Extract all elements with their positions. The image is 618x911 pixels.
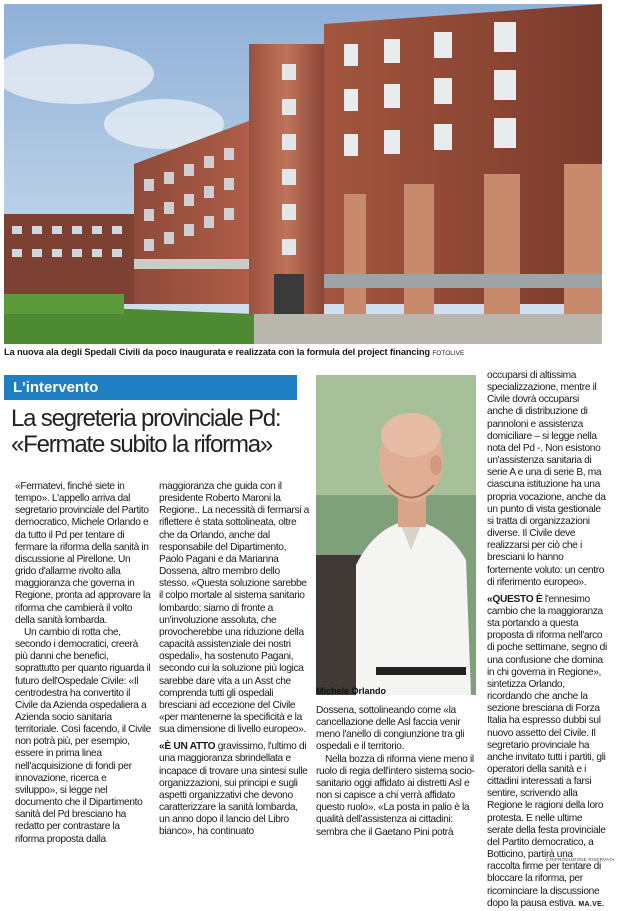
paragraph-lead: «QUESTO È bbox=[487, 593, 543, 605]
section-kicker: L'intervento bbox=[4, 375, 297, 400]
author-signature: MA.VE. bbox=[578, 900, 605, 908]
paragraph-lead: «È UN ATTO bbox=[159, 741, 216, 753]
caption-text: La nuova ala degli Spedali Civili da poco inaugurata e realizzata con la formula del project financing bbox=[4, 347, 430, 357]
paragraph: «Fermatevi, finché siete in tempo». L'appello arriva dal segretario provinciale del Partito democratico, Michele Orlando e da tutto il Pd per tentare di fermare la riforma della sanità in discussione al Pirellone. Un grido d'allarme rivolto alla maggioranza che governa in Regione, pronta ad approvare la riforma che cambierà il volto della sanità lombarda. bbox=[15, 481, 151, 626]
column-3 bbox=[316, 705, 476, 839]
portrait-caption: Michele Orlando bbox=[316, 686, 387, 696]
paragraph: maggioranza che guida con il presidente Roberto Maroni la Regione.. La necessità di fermarsi a riflettere è stata sottolineata, oltre che da Orlando, anche dal responsabile del Dipartimento, Paolo Pagani e da Marianna Dossena, altro membro dello stesso. «Questa soluzione sarebbe il colpo mortale al sistema sanitario lombardo: siamo di fronte a un'involuzione assoluta, che provocherebbe una riduzione della capacità assistenziale dei nostri ospedali», ha sostenuto Pagani, secondo cui la soluzione più logica sarebbe dare vita a un Asst che comprenda tutti gli ospedali bresciani ad eccezione del Civile «per mantenerne la specificità e la sua dimensione di livello europeo». bbox=[159, 481, 309, 736]
portrait-photo bbox=[316, 375, 476, 695]
column-2 bbox=[159, 481, 309, 839]
photo-credit: FOTOLIVE bbox=[432, 350, 465, 357]
hospital-photo bbox=[4, 4, 602, 344]
column-4 bbox=[487, 370, 607, 911]
paragraph: Dossena, sottolineando come «la cancellazione delle Asl faccia venir meno l'anello di congiunzione tra gli ospedali e il territorio. bbox=[316, 705, 465, 753]
paragraph-body: l'ennesimo cambio che la maggioranza sta portando a questa proposta di riforma nell'arco di poche settimane, segno di una confusione che domina in chi governa in Regione», sintetizza Orlando, ricordando che anche la sezione bresciana di Forza Italia ha espresso dubbi sul nuovo assetto del Civile. Il segretario provinciale ha anche invitato tutti i partiti, gli operatori della sanità e i cittadini interessati a farsi sentire, scrivendo alla Regione le ragioni della loro protesta. E nelle ultime serate della festa provinciale del Partito democratico, a Botticino, partirà una raccolta firme per tentare di bloccare la riforma, per ricominciare la discussione dopo la pausa estiva. bbox=[487, 593, 607, 909]
paragraph: Nella bozza di riforma viene meno il ruolo di regia dell'intero sistema socio-sanitario oggi affidato ai distretti Asl e non si capisce a chi verrà affidato questo ruolo». «La posta in palio è la qualità dell'assistenza ai cittadini: sembra che il Gaetano Pini potrà bbox=[316, 753, 475, 838]
paragraph: Un cambio di rotta che, secondo i democratici, creerà più danni che benefici, soprattutto per quanto riguarda il futuro dell'Ospedale Civile: «Il centrodestra ha convertito il Civile da Azienda ospedaliera a Azienda socio sanitaria territoriale. Così facendo, il Civile non potrà più, per esempio, essere in prima linea nell'acquisizione di fondi per innovazione, ricerca e sviluppo», si legge nel documento che il Dipartimento sanità del Pd bresciano ha redatto per contrastare la riforma proposta dalla bbox=[15, 626, 151, 845]
paragraph bbox=[159, 741, 309, 838]
column-1 bbox=[15, 481, 151, 846]
photo-caption bbox=[4, 347, 604, 357]
article-headline: La segreteria provinciale Pd: «Fermate subito la riforma» bbox=[11, 405, 281, 458]
paragraph: occuparsi di altissima specializzazione, mentre il Civile dovrà occuparsi anche di distribuzione di pannoloni e assistenza domiciliare – si legge nella nota del Pd -. Non esistono un'assistenza sanitaria di serie A e una di serie B, ma ciascuna istituzione ha una propria vocazione, anche da un punto di vista gestionale si tratta di organizzazioni diverse. Il Civile deve realizzarsi per ciò che i bresciani lo hanno fortemente voluto: un centro di riferimento europeo». bbox=[487, 370, 606, 588]
paragraph-body: gravissimo, l'ultimo di una maggioranza sbrindellata e incapace di trovare una sintesi sulle organizzazioni, sui principi e sugli aspetti organizzativi che devono caratterizzare la sanità lombarda, un anno dopo il lancio del Libro bianco», ha continuato bbox=[159, 741, 308, 838]
copyright-note: © RIPRODUZIONE RISERVATA bbox=[545, 857, 615, 862]
paragraph bbox=[487, 594, 607, 911]
